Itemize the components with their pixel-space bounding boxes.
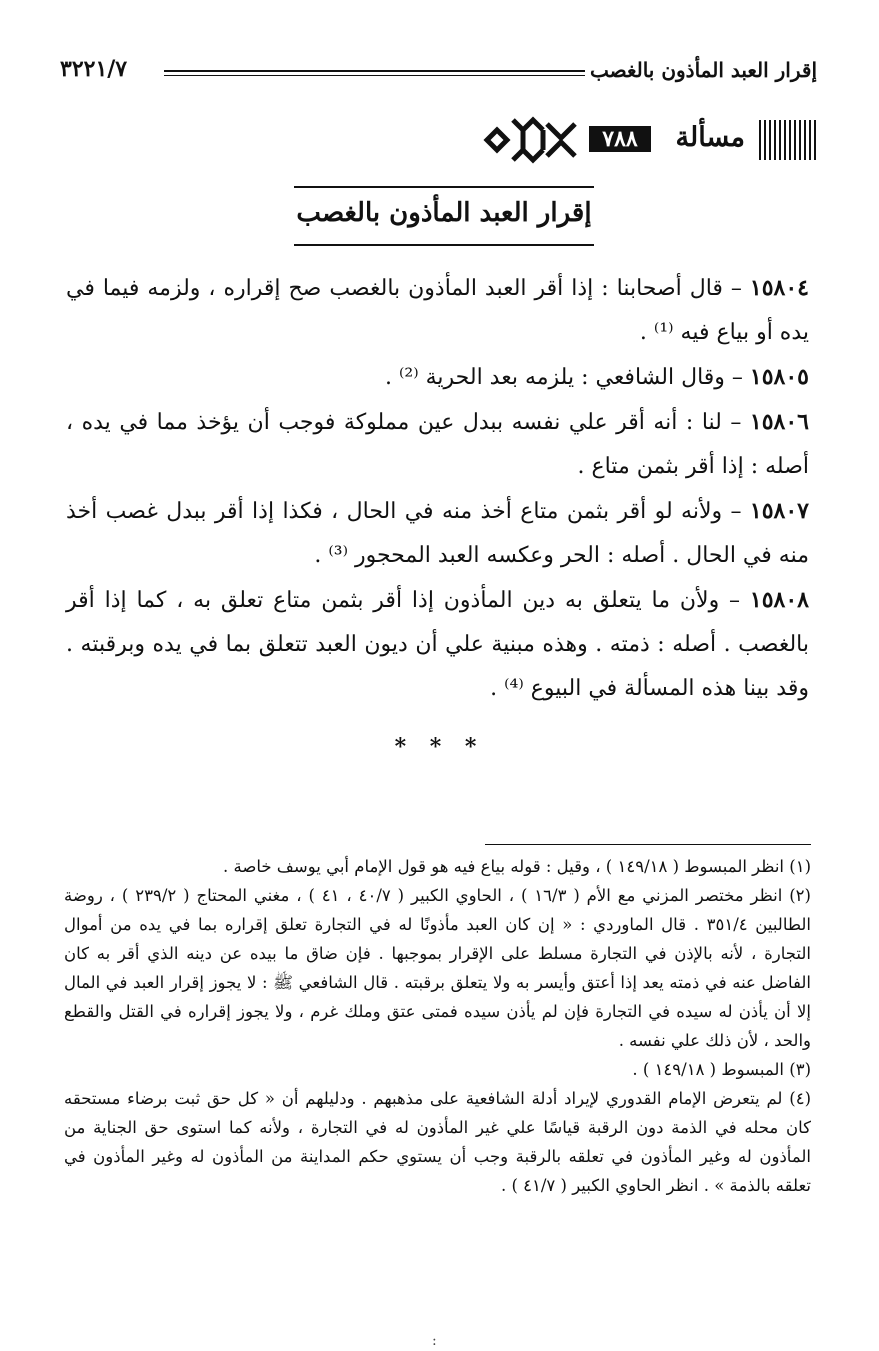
ornament-icon [475, 110, 581, 170]
title-rule-top [294, 186, 594, 188]
page-reference: ٣٢٢١/٧ [60, 56, 128, 82]
footnote: (٤) لم يتعرض الإمام القدوري لإيراد أدلة الشافعية على مذهبهم . ودليلهم أن « كل حق ثبت برضاء مستحقه كان محله في الذمة دون الرقبة قياسًا علي غير المأذون له في التجارة ، ولأنه كما استوى حق الجناية من المأذون له وغير المأذون في تعلقه بالرقبة وجب أن يستوي حكم المداينة من المأذون له وغير المأذون في تعلقه بالذمة » . انظر الحاوي الكبير ( ٤١/٧ ) . [64, 1089, 811, 1195]
section-separator: * * * [394, 734, 485, 760]
paragraph-number: ١٥٨٠٤ [749, 275, 809, 301]
paragraph [66, 489, 809, 578]
paragraph [66, 266, 809, 355]
banner-striped-bar [759, 120, 817, 160]
footnote: (٣) المبسوط ( ١٤٩/١٨ ) . [632, 1060, 811, 1079]
paragraph-number: ١٥٨٠٧ [749, 498, 809, 524]
paragraph-text: – ولأن ما يتعلق به دين المأذون إذا أقر بثمن متاع تعلق به ، كما إذا أقر بالغصب . أصله : ذمته . وهذه مبنية علي أن ديون العبد تتعلق بما في يده وبرقبته . وقد بينا هذه المسألة في البيوع ⁽⁴⁾ . [66, 588, 809, 701]
paragraph [66, 578, 809, 711]
footnote-rule [485, 844, 811, 845]
chapter-title: إقرار العبد المأذون بالغصب [296, 198, 592, 228]
paragraph-number: ١٥٨٠٥ [749, 364, 809, 390]
banner-number: ٧٨٨ [589, 126, 651, 152]
banner-label: مسألة [675, 122, 745, 153]
footnote: (١) انظر المبسوط ( ١٤٩/١٨ ) ، وقيل : قوله بياع فيه هو قول الإمام أبي يوسف خاصة . [222, 857, 811, 876]
main-text [66, 266, 809, 711]
paragraph-text: – قال أصحابنا : إذا أقر العبد المأذون بالغصب صح إقراره ، ولزمه فيما في يده أو بياع فيه ⁽¹⁾ . [66, 276, 809, 345]
paragraph [66, 355, 809, 400]
title-rule-bottom [294, 244, 594, 246]
running-header [60, 58, 817, 90]
page-bottom-mark: : [432, 1333, 437, 1349]
paragraph-number: ١٥٨٠٨ [749, 587, 809, 613]
masala-banner [477, 108, 817, 172]
header-rule [164, 70, 585, 76]
paragraph-text: – لنا : أنه أقر علي نفسه ببدل عين مملوكة فوجب أن يؤخذ مما في يده ، أصله : إذا أقر بثمن متاع . [66, 410, 809, 479]
paragraph-number: ١٥٨٠٦ [749, 409, 809, 435]
chapter-title-box [294, 186, 594, 246]
footnotes [64, 852, 811, 1200]
running-header-title: إقرار العبد المأذون بالغصب [589, 58, 817, 82]
paragraph-text: – ولأنه لو أقر بثمن متاع أخذ منه في الحال ، فكذا إذا أقر ببدل غصب أخذ منه في الحال . أصله : الحر وعكسه العبد المحجور ⁽³⁾ . [66, 499, 809, 568]
footnote: (٢) انظر مختصر المزني مع الأم ( ١٦/٣ ) ، الحاوي الكبير ( ٤٠/٧ ، ٤١ ) ، مغني المحتاج ( ٢٣٩/٢ ) ، روضة الطالبين ٣٥١/٤ . قال الماوردي : « إن كان العبد مأذونًا له في التجارة تعلق إقراره بما في يده من أموال التجارة ، لأنه بالإذن في التجارة مسلط على الإقرار بموجبها . فإن ضاق ما بيده عن دينه الذي أقر به كان الفاضل عنه في ذمته يعد إذا أعتق وأيسر به ولا يتعلق برقبته . قال الشافعي ﷺ : لا يجوز إقرار العبد في المال إلا أن يأذن له سيده في التجارة فإن لم يأذن سيده فمتى عتق وملك غرم ، ولا يجوز إقراره في القتل والقطع والحد ، لأن ذلك علي نفسه . [64, 886, 812, 1050]
paragraph [66, 400, 809, 489]
paragraph-text: – وقال الشافعي : يلزمه بعد الحرية ⁽²⁾ . [385, 365, 750, 390]
